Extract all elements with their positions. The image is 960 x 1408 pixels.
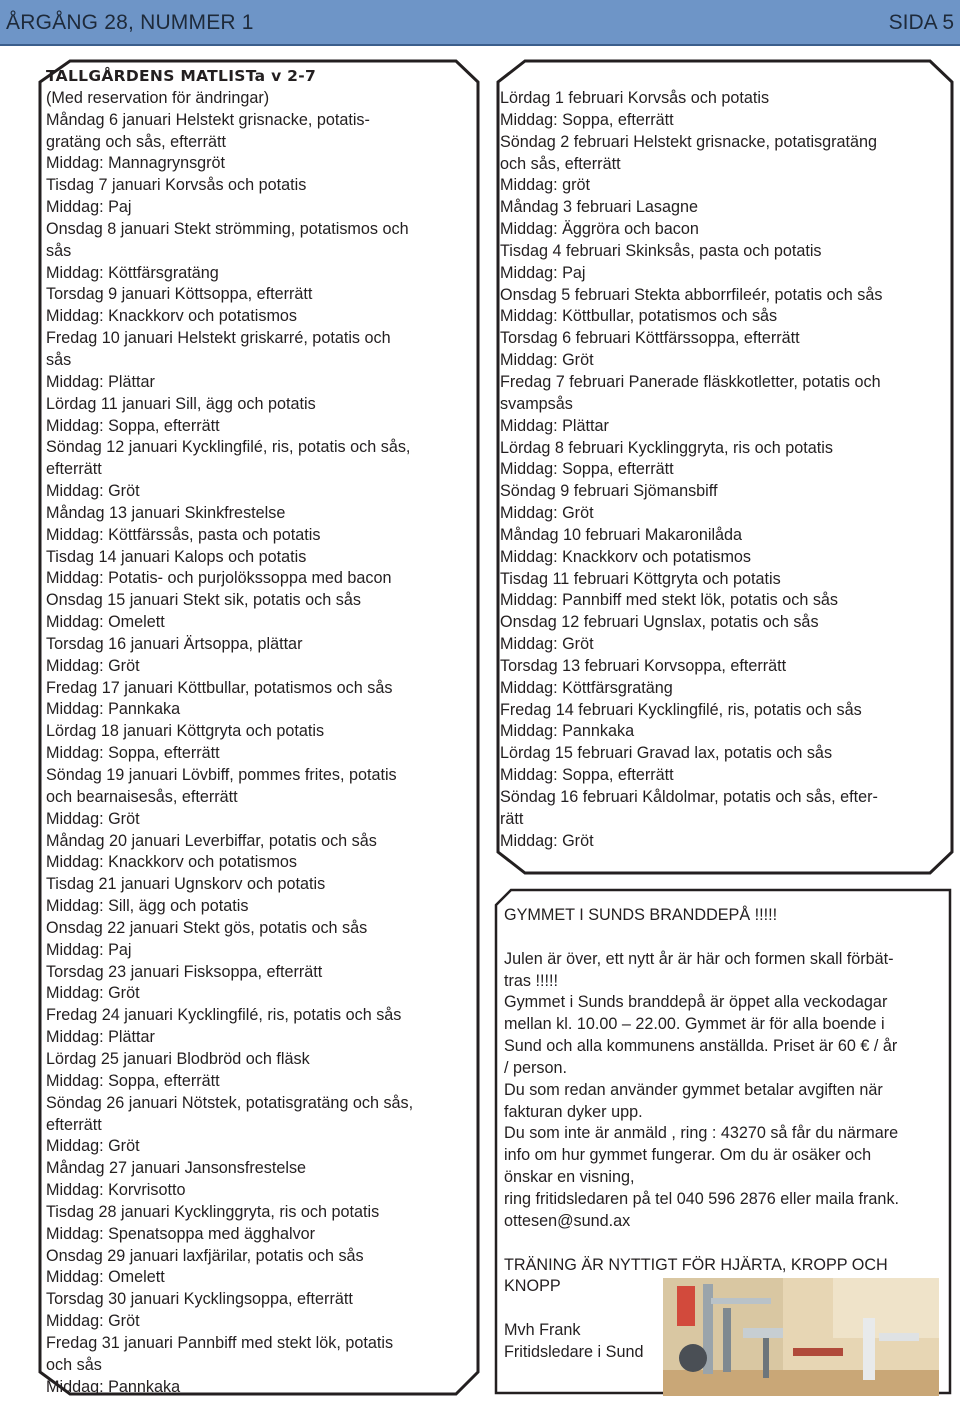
menu-line: gratäng och sås, efterrätt [46,132,226,151]
gym-text-line: tras !!!!! [504,971,558,990]
menu-line: och sås [46,1355,102,1374]
menu-line: Tisdag 11 februari Köttgryta och potatis [500,569,781,588]
menu-line: Måndag 10 februari Makaronilåda [500,525,743,544]
menu-line: och bearnaisesås, efterrätt [46,787,238,806]
menu-line: Middag: Knackkorv och potatismos [46,307,298,326]
menu-line: Torsdag 6 februari Köttfärssoppa, efterrätt [500,329,800,348]
menu-line: Tisdag 7 januari Korvsås och potatis [46,176,307,195]
menu-line: Middag: Köttfärsgratäng [500,678,673,697]
gym-text-line: info om hur gymmet fungerar. Om du är osäker och [504,1146,872,1165]
issue-label: ÅRGÅNG 28, NUMMER 1 [6,11,254,34]
menu-line: Middag: Soppa, efterrätt [46,416,220,435]
menu-line: Middag: Soppa, efterrätt [500,766,674,785]
menu-line: Fredag 17 januari Köttbullar, potatismos och sås [46,678,393,697]
menu-line: Söndag 19 januari Lövbiff, pommes frites, potatis [46,766,397,784]
menu-line: Fredag 24 januari Kycklingfilé, ris, potatis och sås [46,1006,402,1025]
menu-line: Onsdag 12 februari Ugnslax, potatis och sås [500,613,819,632]
menu-line: Middag: Knackkorv och potatismos [46,853,298,872]
menu-line: Tisdag 14 januari Kalops och potatis [46,547,307,566]
menu-line: Tisdag 28 januari Kycklinggryta, ris och potatis [46,1202,380,1221]
menu-line: Fredag 31 januari Pannbiff med stekt lök, potatis [46,1333,394,1352]
menu-line: Lördag 15 februari Gravad lax, potatis och sås [500,744,833,763]
menu-line: Lördag 18 januari Köttgryta och potatis [46,722,325,741]
menu-line: Middag: Spenatsoppa med ägghalvor [46,1224,316,1243]
gym-text-line: Du som inte är anmäld , ring : 43270 så får du närmare [504,1124,899,1143]
gym-photo-icon [663,1278,939,1396]
menu-line: Måndag 20 januari Leverbiffar, potatis och sås [46,831,377,850]
menu-line: svampsås [500,394,573,413]
right-menu-column [500,88,882,853]
menu-line: Måndag 13 januari Skinkfrestelse [46,503,286,522]
signature-line: Fritidsledare i Sund [504,1342,644,1361]
gym-text-line: ring fritidsledaren på tel 040 596 2876 eller maila frank. [504,1189,900,1208]
menu-line: Lördag 1 februari Korvsås och potatis [500,89,770,107]
menu-line: Middag: Köttbullar, potatismos och sås [500,307,778,326]
menu-line: Middag: Plättar [500,416,609,435]
menu-line: rätt [500,809,524,828]
menu-line: efterrätt [46,1115,102,1134]
menu-line: Middag: Omelett [46,1268,165,1287]
menu-line: Middag: Gröt [500,504,594,523]
menu-line: Middag: Korvrisotto [46,1181,186,1200]
menu-line: Middag: Äggröra och bacon [500,220,699,239]
menu-line: Middag: Köttfärsgratäng [46,263,219,282]
page-number: SIDA 5 [888,11,954,34]
menu-line: Middag: Gröt [46,1312,140,1331]
gym-photo [663,1278,939,1396]
menu-line: Middag: Paj [500,263,586,282]
menu-line: Torsdag 9 januari Köttsoppa, efterrätt [46,285,313,304]
gym-slogan-line: KNOPP [504,1277,561,1296]
menu-line: Onsdag 15 januari Stekt sik, potatis och sås [46,591,361,610]
menu-line: Söndag 16 februari Kåldolmar, potatis och sås, efter- [500,788,878,806]
menu-line: Onsdag 5 februari Stekta abborrfileér, potatis och sås [500,285,883,304]
menu-line: Middag: Soppa, efterrätt [46,1071,220,1090]
menu-line: Middag: Gröt [46,809,140,828]
gym-text-line: Julen är över, ett nytt år är här och formen skall förbät- [504,949,894,968]
gym-email-line: ottesen@sund.ax [504,1211,631,1230]
menu-line: Middag: Potatis- och purjolökssoppa med bacon [46,569,392,588]
menu-line: Lördag 11 januari Sill, ägg och potatis [46,394,316,413]
menu-line: Middag: Pannkaka [500,722,635,741]
menu-line: Middag: Gröt [500,635,594,654]
gym-text-line: Gymmet i Sunds branddepå är öppet alla veckodagar [504,993,888,1012]
menu-line: Söndag 26 januari Nötstek, potatisgratäng och sås, [46,1093,414,1112]
gym-text-line: mellan kl. 10.00 – 22.00. Gymmet är för alla boende i [504,1015,885,1034]
menu-title: TALLGÅRDENS MATLISTa v 2-7 [46,67,317,85]
menu-line: Middag: Gröt [46,656,140,675]
gym-text-line: / person. [504,1058,567,1077]
gym-text-line: önskar en visning, [504,1168,635,1187]
menu-line: Middag: Pannbiff med stekt lök, potatis och sås [500,591,839,610]
menu-line: Onsdag 22 januari Stekt gös, potatis och sås [46,918,368,937]
gym-heading: GYMMET I SUNDS BRANDDEPÅ !!!!! [504,906,778,924]
menu-line: Middag: Pannkaka [46,1377,181,1396]
menu-line: Söndag 12 januari Kycklingfilé, ris, potatis och sås, [46,438,411,457]
menu-line: Middag: Gröt [500,351,594,370]
menu-line: Middag: Pannkaka [46,700,181,719]
menu-line: Torsdag 30 januari Kycklingsoppa, efterrätt [46,1290,353,1309]
menu-line: Onsdag 8 januari Stekt strömming, potatismos och [46,219,409,238]
menu-line: Fredag 7 februari Panerade fläskkotletter, potatis och [500,372,881,391]
menu-line: Söndag 9 februari Sjömansbiff [500,482,718,501]
gym-text-line: Sund och alla kommunens anställda. Priset är 60 € / år [504,1037,898,1056]
menu-line: Middag: Soppa, efterrätt [500,460,674,479]
menu-line: Torsdag 16 januari Ärtsoppa, plättar [46,634,303,653]
menu-line: sås [46,350,72,369]
menu-line: Fredag 10 januari Helstekt griskarré, potatis och [46,329,391,348]
menu-line: Söndag 2 februari Helstekt grisnacke, potatisgratäng [500,132,878,151]
menu-line: Måndag 3 februari Lasagne [500,198,698,217]
menu-line: efterrätt [46,460,102,479]
menu-line: Middag: Plättar [46,372,155,391]
menu-line: sås [46,241,72,260]
menu-line: Torsdag 23 januari Fisksoppa, efterrätt [46,962,323,981]
menu-line: Onsdag 29 januari laxfjärilar, potatis och sås [46,1246,364,1265]
menu-line: Tisdag 21 januari Ugnskorv och potatis [46,875,326,894]
menu-line: Middag: Omelett [46,613,165,632]
menu-line: Middag: Paj [46,940,132,959]
menu-line: Måndag 6 januari Helstekt grisnacke, potatis- [46,110,370,129]
menu-line: Fredag 14 februari Kycklingfilé, ris, potatis och sås [500,700,862,719]
menu-line: och sås, efterrätt [500,154,621,173]
menu-line: Middag: Sill, ägg och potatis [46,897,249,916]
menu-line: Torsdag 13 februari Korvsoppa, efterrätt [500,656,787,675]
menu-line: Middag: Knackkorv och potatismos [500,547,752,566]
menu-line: Middag: Köttfärssås, pasta och potatis [46,525,321,544]
menu-line: Middag: Gröt [46,1137,140,1156]
gym-slogan-line: TRÄNING ÄR NYTTIGT FÖR HJÄRTA, KROPP OCH [504,1255,888,1274]
menu-line: Middag: Gröt [46,984,140,1003]
menu-line: Lördag 8 februari Kycklinggryta, ris och potatis [500,438,833,457]
menu-line: Middag: Soppa, efterrätt [500,110,674,129]
menu-line: Middag: Gröt [46,482,140,501]
menu-line: (Med reservation för ändringar) [46,88,270,107]
menu-line: Middag: Gröt [500,831,594,850]
menu-line: Middag: Plättar [46,1028,155,1047]
menu-line: Lördag 25 januari Blodbröd och fläsk [46,1049,310,1068]
menu-line: Middag: Paj [46,198,132,217]
menu-line: Måndag 27 januari Jansonsfrestelse [46,1159,307,1178]
menu-line: Middag: gröt [500,176,590,195]
menu-line: Tisdag 4 februari Skinksås, pasta och potatis [500,241,822,260]
left-menu-column [46,66,413,1398]
menu-line: Middag: Mannagrynsgröt [46,154,226,173]
signature-line: Mvh Frank [504,1321,581,1340]
menu-line: Middag: Soppa, efterrätt [46,744,220,763]
gym-text-line: Du som redan använder gymmet betalar avgiften när [504,1080,883,1099]
gym-text-line: fakturan dyker upp. [504,1102,643,1121]
